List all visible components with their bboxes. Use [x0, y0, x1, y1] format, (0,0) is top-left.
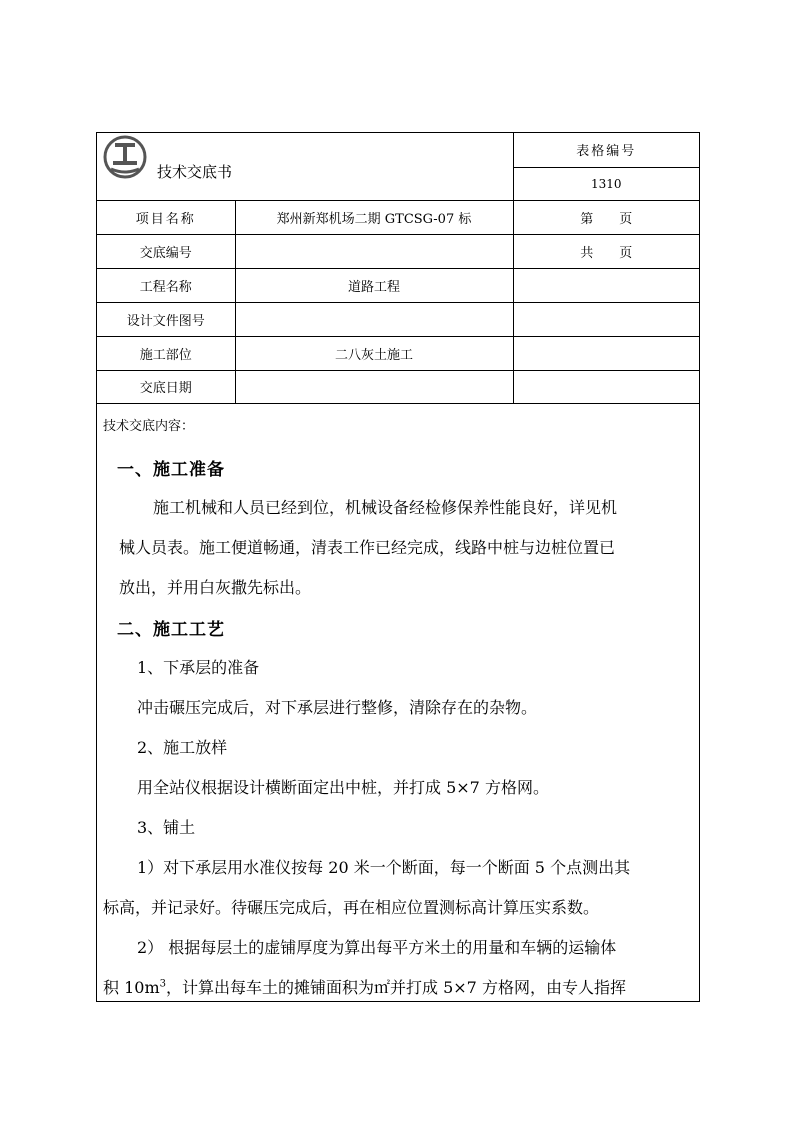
company-logo-icon — [103, 135, 147, 179]
page-number-cell: 第 页 — [513, 200, 699, 234]
row-value-project-name: 道路工程 — [235, 268, 513, 302]
row-value-disclosure-number — [235, 234, 513, 268]
section1-title: 一、施工准备 — [117, 460, 225, 480]
document-title: 技术交底书 — [157, 163, 233, 181]
section1-line1: 施工机械和人员已经到位，机械设备经检修保养性能良好，详见机 — [153, 498, 618, 517]
row-label-project: 项目名称 — [97, 200, 235, 234]
row-value-disclosure-date — [235, 370, 513, 403]
sub2-text: 用全站仪根据设计横断面定出中桩，并打成 5×7 方格网。 — [137, 778, 549, 797]
section2-title: 二、施工工艺 — [117, 620, 225, 640]
sub3-item2-line1: 2） 根据每层土的虚铺厚度为算出每平方米土的用量和车辆的运输体 — [137, 938, 617, 957]
row-label-project-name: 工程名称 — [97, 268, 235, 302]
row-value-construction-part: 二八灰土施工 — [235, 336, 513, 370]
sub3-item1-line2: 标高，并记录好。待碾压完成后，再在相应位置测标高计算压实系数。 — [103, 898, 600, 917]
row-label-design-drawing: 设计文件图号 — [97, 302, 235, 336]
row-extra-construction-part — [513, 336, 699, 370]
sub1-text: 冲击碾压完成后，对下承层进行整修，清除存在的杂物。 — [137, 698, 538, 717]
row-value-project: 郑州新郑机场二期 GTCSG-07 标 — [235, 200, 513, 234]
header-cell — [97, 133, 513, 200]
section1-line2: 械人员表。施工便道畅通，清表工作已经完成，线路中桩与边桩位置已 — [119, 538, 616, 557]
sub3-item2-line2-part-b: ，计算出每车土的摊铺面积为㎡并打成 5×7 方格网，由专人指挥 — [166, 978, 626, 997]
row-extra-disclosure-date — [513, 370, 699, 403]
form-number-value: 1310 — [513, 167, 699, 200]
content-label: 技术交底内容： — [103, 419, 195, 434]
cubic-superscript: 3 — [159, 978, 166, 990]
sub1-title: 1、下承层的准备 — [137, 658, 260, 677]
row-label-disclosure-number: 交底编号 — [97, 234, 235, 268]
sub3-item1-line1: 1）对下承层用水准仪按每 20 米一个断面，每一个断面 5 个点测出其 — [137, 858, 631, 877]
form-number-label: 表格编号 — [513, 133, 699, 167]
sub3-title: 3、铺土 — [137, 818, 196, 837]
row-value-design-drawing — [235, 302, 513, 336]
page-total-cell: 共 页 — [513, 234, 699, 268]
sub2-title: 2、施工放样 — [137, 738, 228, 757]
sub3-item2-line2-part-a: 积 10m — [103, 978, 160, 997]
sub3-item2-line2 — [103, 975, 626, 998]
row-extra-design-drawing — [513, 302, 699, 336]
row-label-construction-part: 施工部位 — [97, 336, 235, 370]
row-label-disclosure-date: 交底日期 — [97, 370, 235, 403]
document-frame — [96, 132, 700, 1002]
info-table — [97, 133, 699, 404]
row-extra-project-name — [513, 268, 699, 302]
section1-line3: 放出，并用白灰撒先标出。 — [119, 578, 312, 597]
